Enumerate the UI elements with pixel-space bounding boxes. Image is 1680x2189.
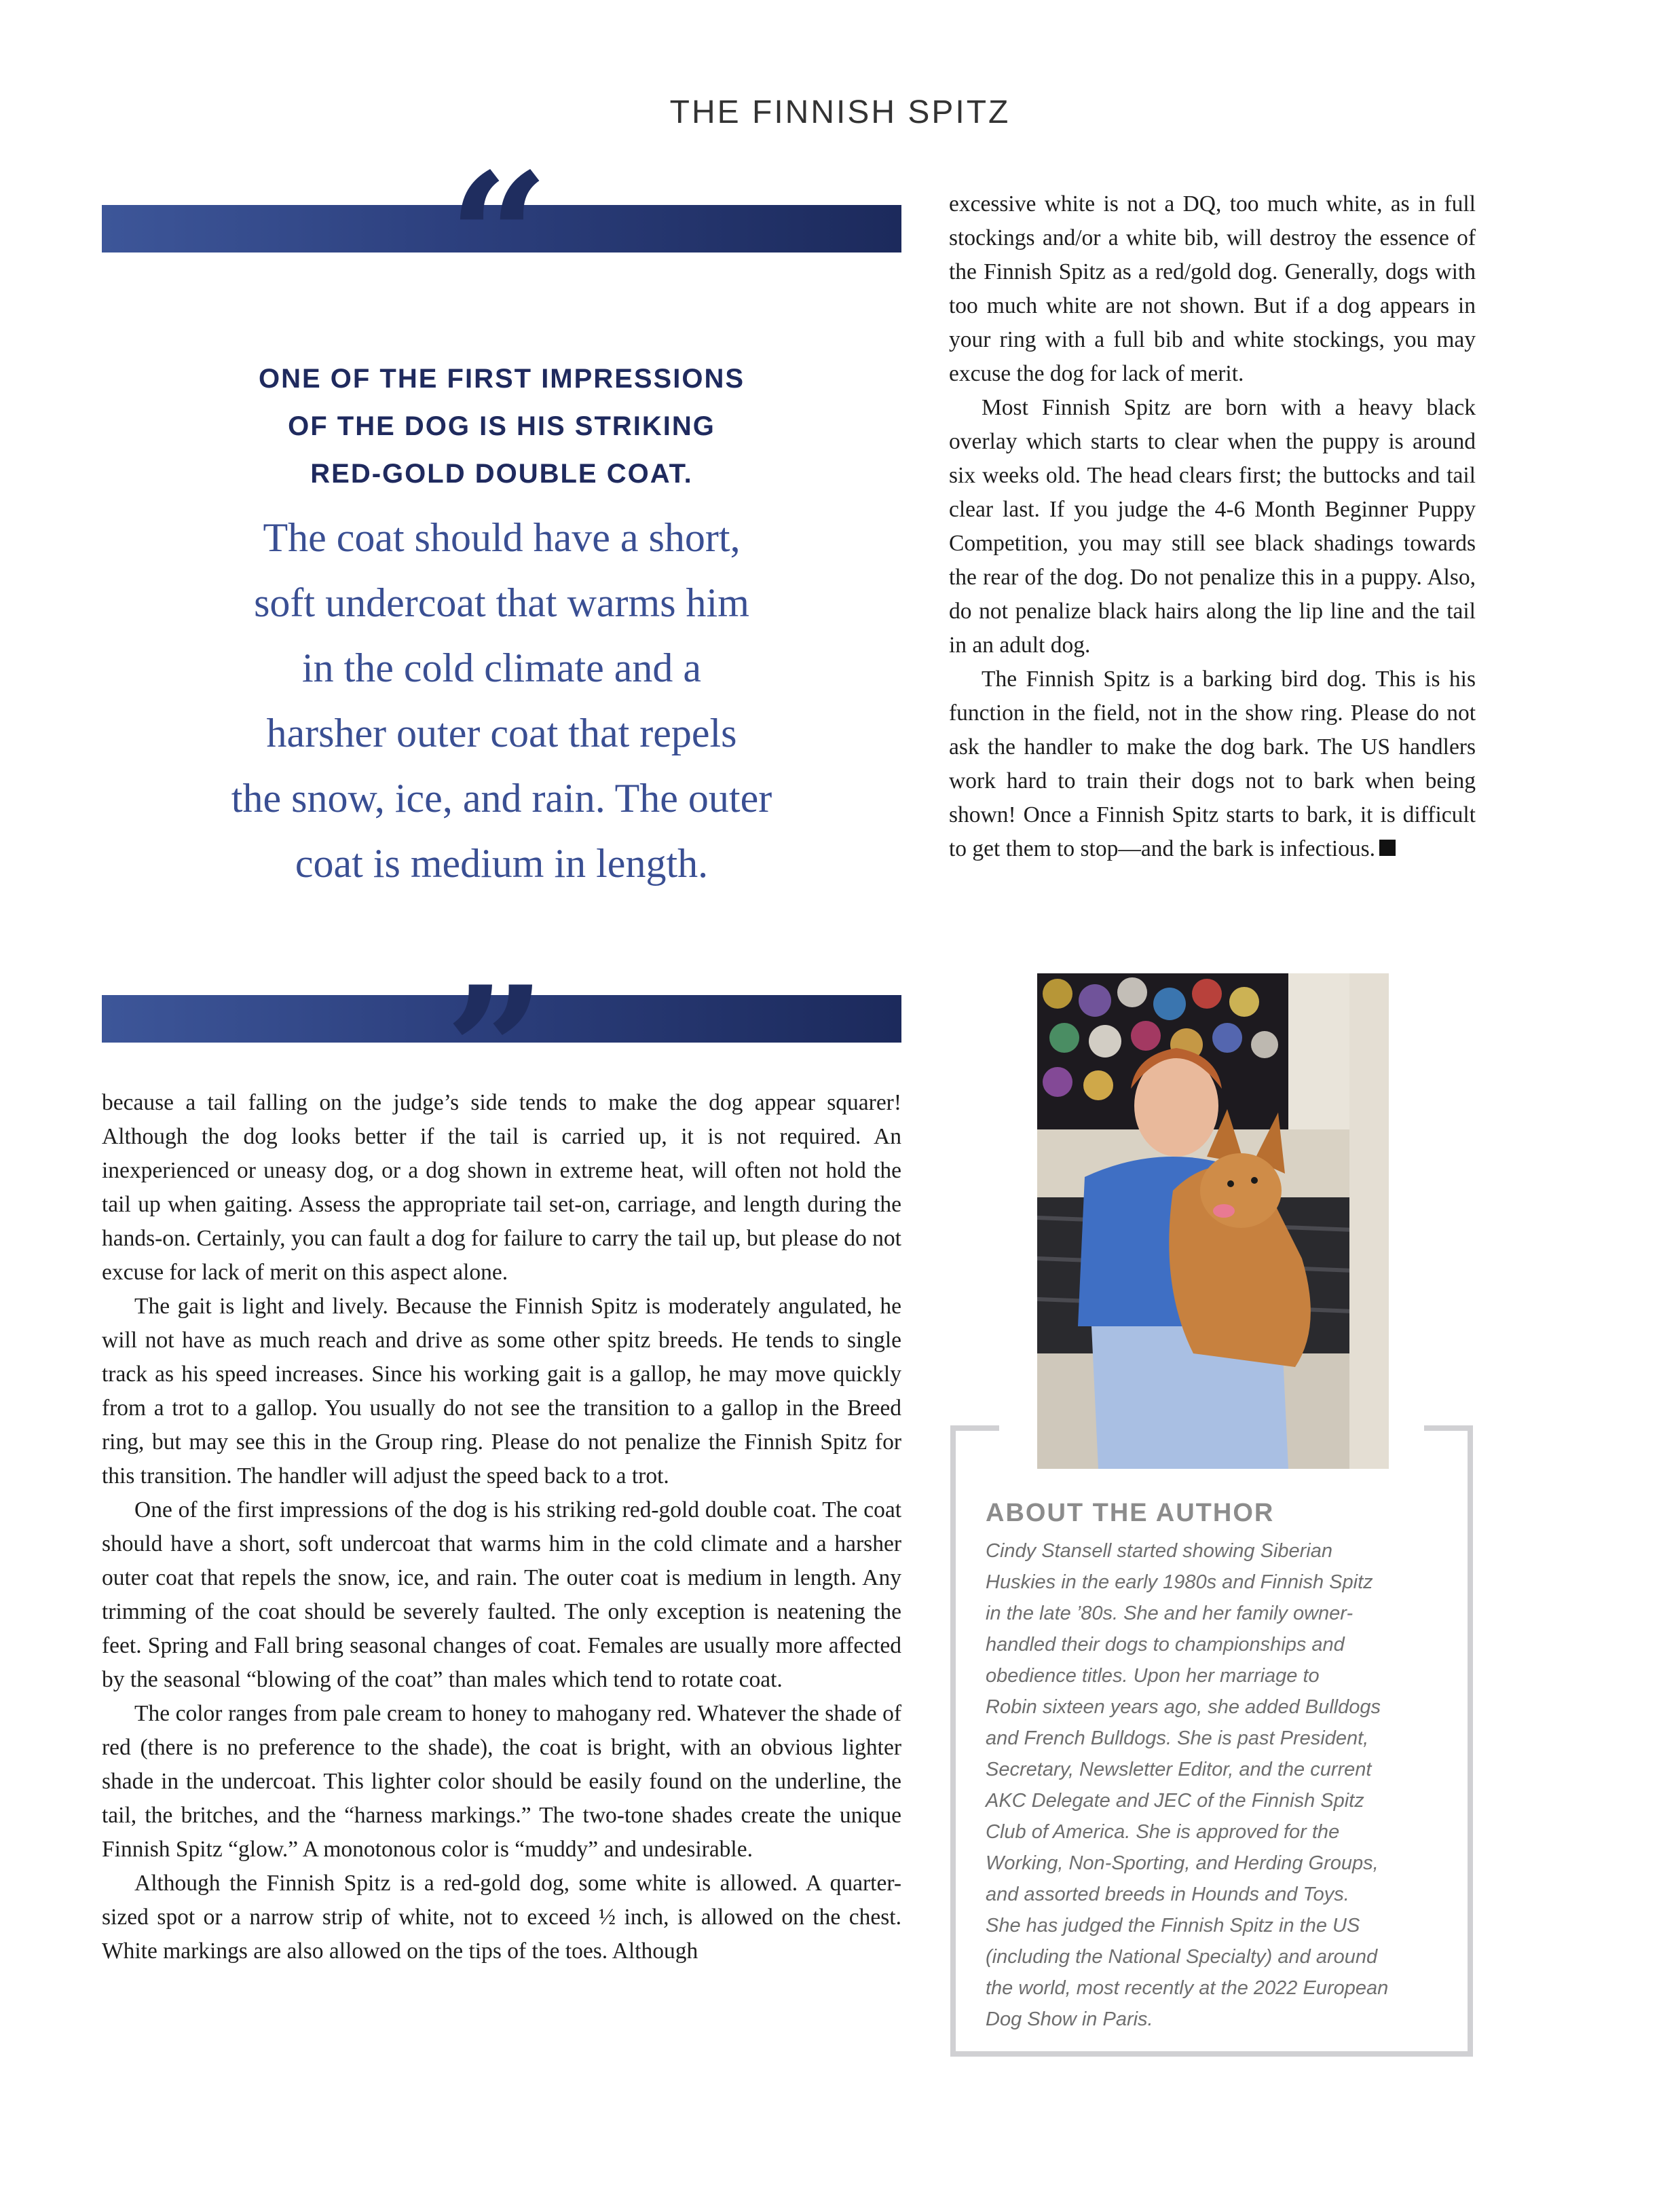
author-box-corner (950, 1425, 999, 1431)
pull-quote-lead (102, 355, 901, 498)
author-bio-line: handled their dogs to championships and (986, 1634, 1345, 1655)
close-quote-mark: ” (445, 948, 546, 1155)
pull-quote-line: harsher outer coat that repels (266, 711, 737, 755)
author-bio-line: AKC Delegate and JEC of the Finnish Spitz (986, 1790, 1364, 1812)
paragraph: The gait is light and lively. Because the Finnish Spitz is moderately angulated, he will not have as much reach and drive as some other spitz breeds. He tends to single track as his speed increases. Since his working gait is a gallop, he may move quickly from a trot to a gallop. You usually do not see the transition to a gallop in the Breed ring, but may see this in the Group ring. Please do not penalize the Finnish Spitz for this transition. The handler will adjust the speed back to a trot. (102, 1294, 901, 1489)
right-column-text (949, 187, 1476, 866)
paragraph (949, 662, 1476, 866)
paragraph-text: The Finnish Spitz is a barking bird dog. This is his function in the field, not in the show ring. Please do not ask the handler to make the dog bark. The US handlers work hard to train their dogs not to bark when being shown! Once a Finnish Spitz starts to bark, it is difficult to get them to stop—and the bark is infectious. (949, 667, 1476, 861)
author-bio-line: obedience titles. Upon her marriage to (986, 1665, 1320, 1687)
author-bio-line: Working, Non-Sporting, and Herding Groups, (986, 1852, 1379, 1874)
author-box-corner (1424, 1425, 1473, 1431)
author-bio-line: Club of America. She is approved for the (986, 1821, 1340, 1843)
paragraph: Most Finnish Spitz are born with a heavy black overlay which starts to clear when the puppy is around six weeks old. The head clears first; the buttocks and tail clear last. If you judge the 4-6 Month Beginner Puppy Competition, you may still see black shadings towards the rear of the dog. Do not penalize this in a puppy. Also, do not penalize black hairs along the lip line and the tail in an adult dog. (949, 395, 1476, 658)
author-bio-line: Secretary, Newsletter Editor, and the current (986, 1759, 1372, 1780)
author-bio-line: Huskies in the early 1980s and Finnish Spitz (986, 1571, 1373, 1593)
author-with-dog-image (1037, 973, 1389, 1469)
author-photo (1037, 973, 1389, 1469)
pull-quote-lead-line: RED-GOLD DOUBLE COAT. (310, 459, 693, 489)
pull-quote-body (102, 505, 901, 896)
pull-quote-lead-line: OF THE DOG IS HIS STRIKING (288, 411, 715, 441)
author-bio-line: She has judged the Finnish Spitz in the US (986, 1915, 1360, 1937)
pull-quote-line: the snow, ice, and rain. The outer (231, 776, 772, 821)
pull-quote-line: in the cold climate and a (301, 646, 702, 690)
paragraph: Although the Finnish Spitz is a red-gold dog, some white is allowed. A quarter-sized spot or a narrow strip of white, not to exceed ½ inch, is allowed on the chest. White markings are also allowed on the tips of the toes. Although (102, 1871, 901, 1964)
author-heading: ABOUT THE AUTHOR (986, 1499, 1275, 1527)
author-bio (986, 1535, 1447, 2035)
left-column-text (102, 1086, 901, 1968)
author-bio-line: Dog Show in Paris. (986, 2008, 1153, 2030)
author-bio-line: and French Bulldogs. She is past President, (986, 1727, 1369, 1749)
paragraph: The color ranges from pale cream to honey to mahogany red. Whatever the shade of red (there is no preference to the shade), the coat is bright, with an obvious lighter shade in the undercoat. This lighter color should be easily found on the underline, the tail, the britches, and the “harness markings.” The two-tone shades create the unique Finnish Spitz “glow.” A monotonous color is “muddy” and undesirable. (102, 1701, 901, 1862)
paragraph: One of the first impressions of the dog is his striking red-gold double coat. The coat should have a short, soft undercoat that warms him in the cold climate and a harsher outer coat that repels the snow, ice, and rain. The outer coat is medium in length. Any trimming of the coat should be severely faulted. The only exception is neatening the feet. Spring and Fall bring seasonal changes of coat. Females are usually more affected by the seasonal “blowing of the coat” than males which tend to rotate coat. (102, 1497, 901, 1692)
author-bio-line: and assorted breeds in Hounds and Toys. (986, 1884, 1349, 1905)
end-mark-icon (1379, 840, 1396, 856)
author-bio-line: Cindy Stansell started showing Siberian (986, 1540, 1332, 1562)
author-bio-line: the world, most recently at the 2022 European (986, 1977, 1389, 1999)
pull-quote-line: soft undercoat that warms him (254, 580, 749, 625)
page-title: THE FINNISH SPITZ (669, 94, 1011, 130)
author-bio-line: in the late ’80s. She and her family owner- (986, 1603, 1354, 1624)
author-bio-line: Robin sixteen years ago, she added Bulldogs (986, 1696, 1381, 1718)
paragraph: excessive white is not a DQ, too much white, as in full stockings and/or a white bib, will destroy the essence of the Finnish Spitz as a red/gold dog. Generally, dogs with too much white are not shown. But if a dog appears in your ring with a full bib and white stockings, you may excuse the dog for lack of merit. (949, 191, 1476, 386)
paragraph: because a tail falling on the judge’s side tends to make the dog appear squarer! Although the dog looks better if the tail is carried up, it is not required. An inexperienced or uneasy dog, or a dog shown in extreme heat, will often not hold the tail up when gaiting. Assess the appropriate tail set-on, carriage, and length during the hands-on. Certainly, you can fault a dog for failure to carry the tail up, but please do not excuse for lack of merit on this aspect alone. (102, 1090, 901, 1285)
pull-quote-line: coat is medium in length. (295, 841, 709, 886)
author-bio-line: (including the National Specialty) and around (986, 1946, 1378, 1968)
open-quote-mark: “ (448, 135, 550, 342)
pull-quote-line: The coat should have a short, (263, 515, 741, 560)
pull-quote-lead-line: ONE OF THE FIRST IMPRESSIONS (258, 364, 745, 394)
